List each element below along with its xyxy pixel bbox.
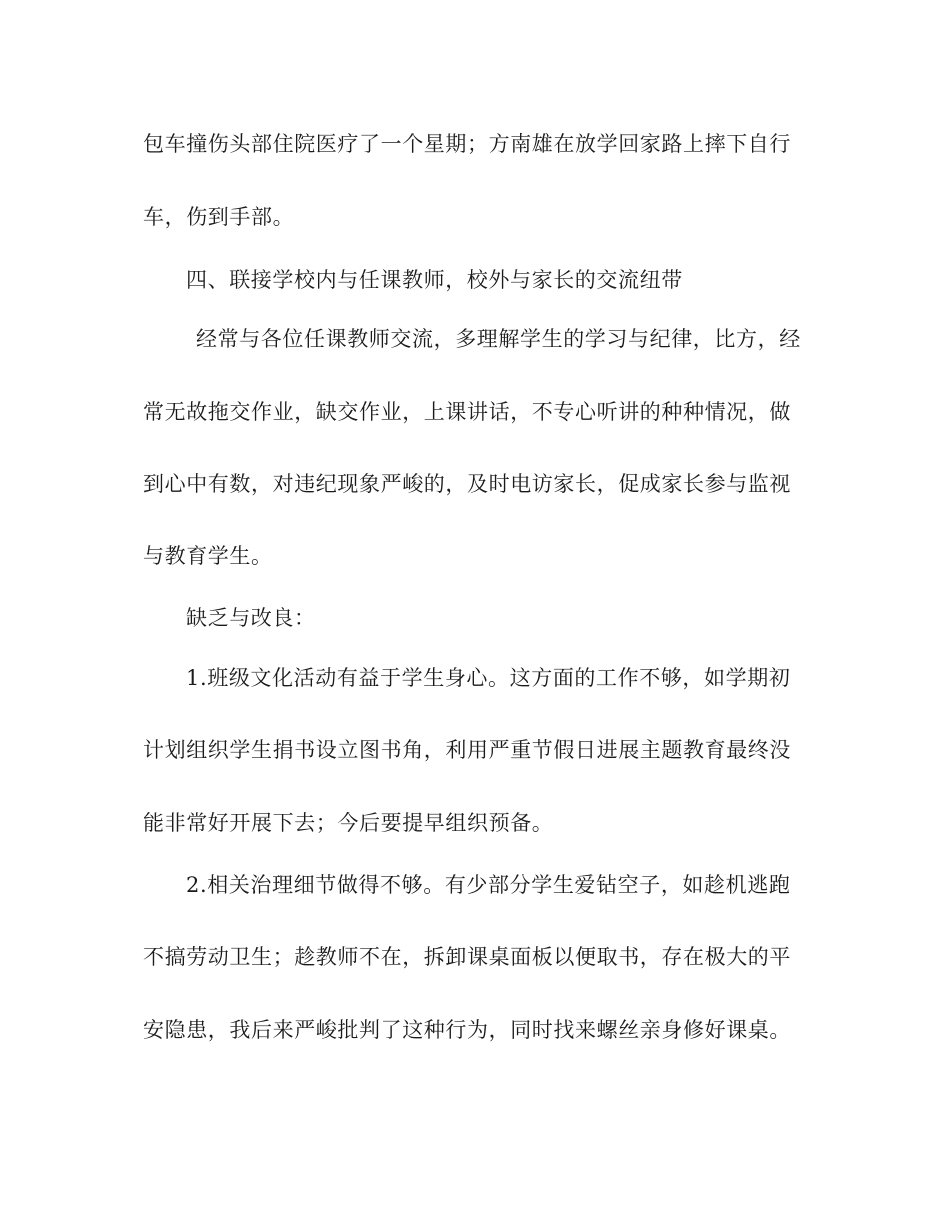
list-item-line: 计划组织学生捐书设立图书角，利用严重节假日进展主题教育最终没	[143, 738, 791, 762]
paragraph-line: 包车撞伤头部住院医疗了一个星期；方南雄在放学回家路上摔下自行	[143, 132, 791, 156]
paragraph-line: 车，伤到手部。	[143, 205, 295, 229]
paragraph-line: 经常与各位任课教师交流，多理解学生的学习与纪律，比方，经	[196, 327, 801, 351]
section-heading: 缺乏与改良：	[186, 606, 316, 630]
paragraph-line: 到心中有数，对违纪现象严峻的，及时电访家长，促成家长参与监视	[143, 472, 791, 496]
list-item-line: 能非常好开展下去；今后要提早组织预备。	[143, 811, 554, 835]
section-heading: 四、联接学校内与任课教师，校外与家长的交流纽带	[186, 268, 683, 292]
list-item-line: 安隐患，我后来严峻批判了这种行为，同时找来螺丝亲身修好课桌。	[143, 1018, 791, 1042]
list-item-line: 2.相关治理细节做得不够。有少部分学生爱钻空子，如趁机逃跑	[186, 873, 791, 897]
list-item-line: 不搞劳动卫生；趁教师不在，拆卸课桌面板以便取书，存在极大的平	[143, 945, 791, 969]
list-item-line: 1.班级文化活动有益于学生身心。这方面的工作不够，如学期初	[186, 666, 791, 690]
paragraph-line: 常无故拖交作业，缺交作业，上课讲话，不专心听讲的种种情况，做	[143, 400, 791, 424]
paragraph-line: 与教育学生。	[143, 544, 273, 568]
